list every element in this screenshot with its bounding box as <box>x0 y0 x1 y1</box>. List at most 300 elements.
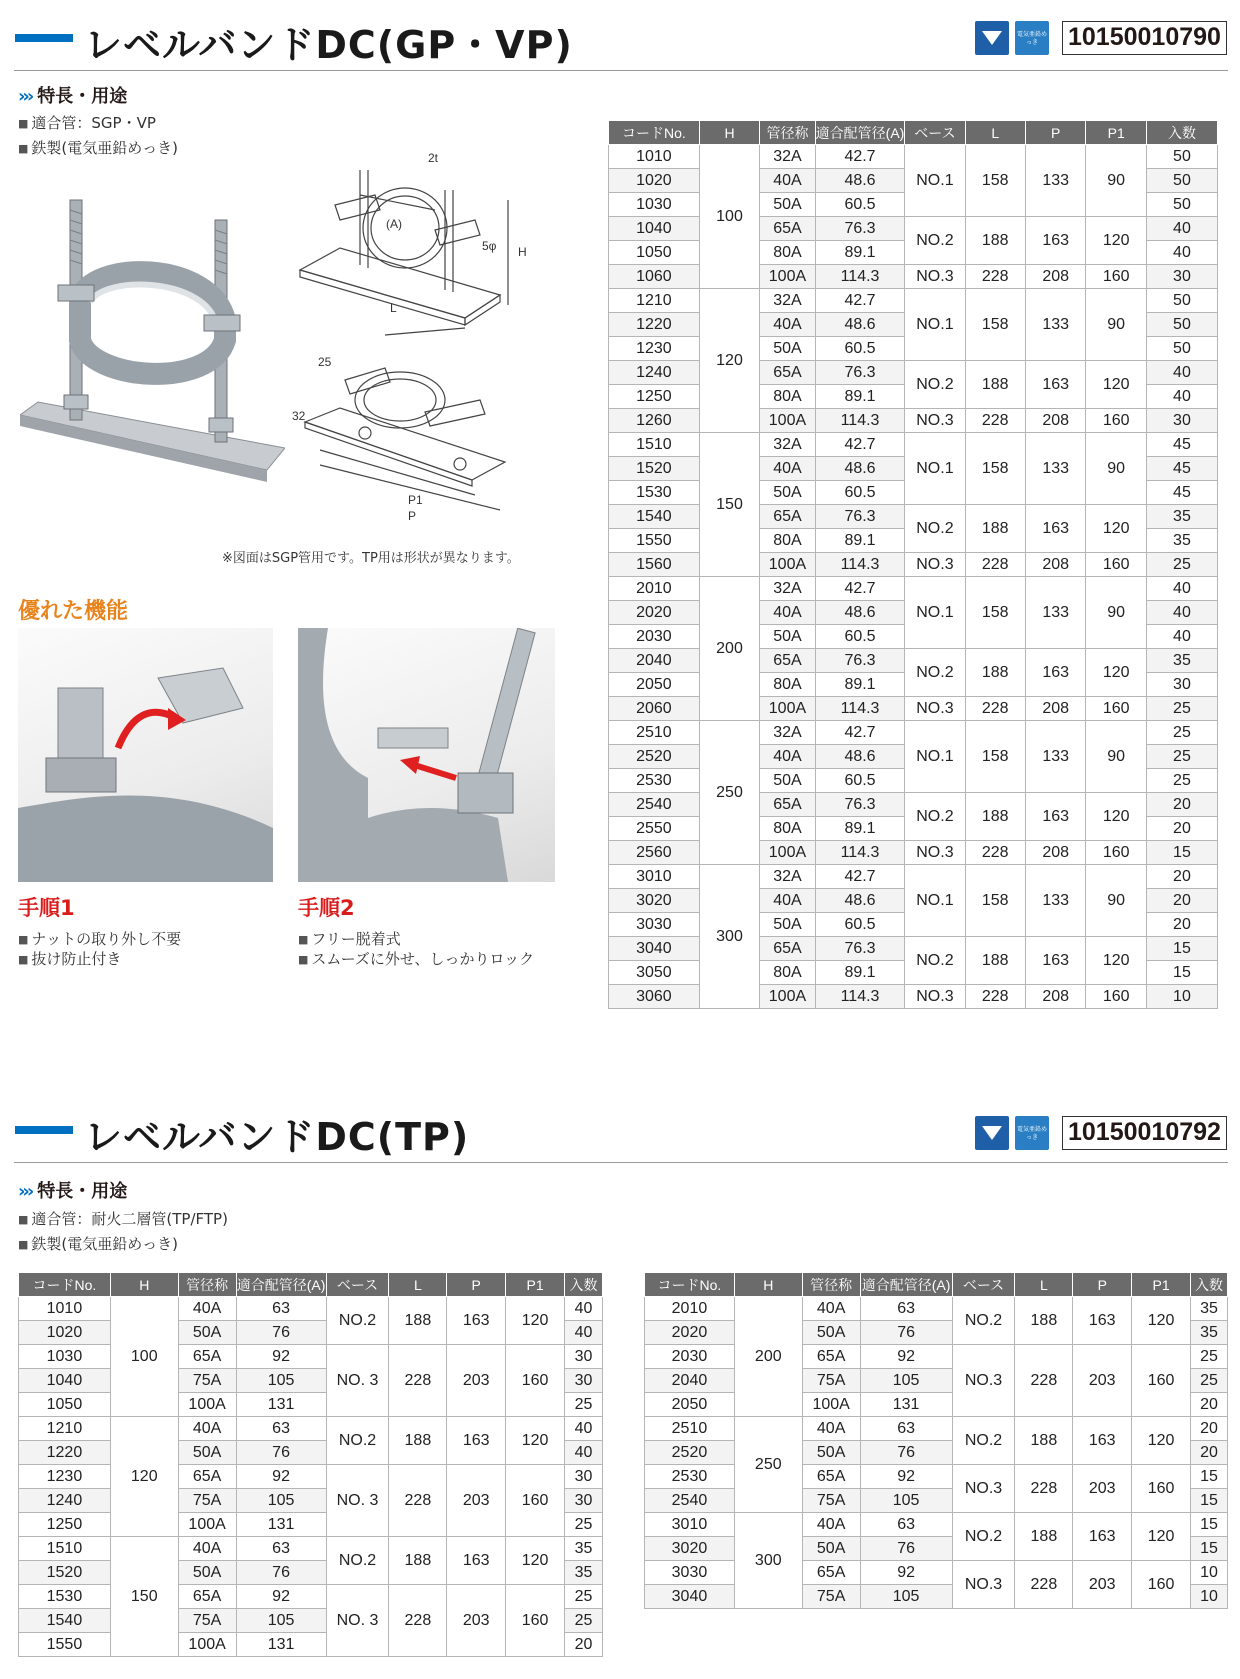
step2-title: 手順2 <box>298 896 355 920</box>
product-photo <box>20 190 285 490</box>
diameter-cell: 114.3 <box>815 265 905 289</box>
size-cell: 50A <box>178 1561 236 1585</box>
qty-cell: 40 <box>1146 217 1217 241</box>
code-cell: 2520 <box>609 745 700 769</box>
feature-item: ■ 適合管：耐火二層管(TP/FTP) <box>18 1208 228 1229</box>
qty-cell: 20 <box>564 1633 602 1657</box>
h-cell: 250 <box>699 721 759 865</box>
code-cell: 1040 <box>609 217 700 241</box>
dimension-drawing <box>290 150 570 520</box>
diameter-cell: 105 <box>236 1369 326 1393</box>
diameter-cell: 63 <box>236 1297 326 1321</box>
code-cell: 3010 <box>609 865 700 889</box>
size-cell: 100A <box>760 841 815 865</box>
diameter-cell: 105 <box>236 1609 326 1633</box>
qty-cell: 20 <box>1146 913 1217 937</box>
qty-cell: 20 <box>1146 865 1217 889</box>
size-cell: 75A <box>178 1489 236 1513</box>
p1-cell: 160 <box>1086 841 1146 865</box>
diameter-cell: 131 <box>236 1633 326 1657</box>
size-cell: 80A <box>760 529 815 553</box>
p1-cell: 160 <box>1132 1465 1191 1513</box>
feature-item: ■ 鉄製(電気亜鉛めっき) <box>18 1233 178 1254</box>
section-marker <box>15 34 73 42</box>
qty-cell: 25 <box>1146 721 1217 745</box>
table-row <box>609 433 1218 457</box>
code-cell: 3020 <box>645 1537 735 1561</box>
label-32: 32 <box>292 409 306 423</box>
size-cell: 32A <box>760 865 815 889</box>
p-cell: 203 <box>447 1585 506 1657</box>
code-cell: 1010 <box>19 1297 111 1321</box>
base-cell: NO.3 <box>905 553 965 577</box>
p1-cell: 90 <box>1086 577 1146 649</box>
table-row <box>19 1297 603 1321</box>
diameter-cell: 48.6 <box>815 889 905 913</box>
label-2t: 2t <box>428 151 439 165</box>
code-cell: 2010 <box>645 1297 735 1321</box>
size-cell: 32A <box>760 433 815 457</box>
label-h: H <box>518 245 527 259</box>
code-cell: 3020 <box>609 889 700 913</box>
p-cell: 208 <box>1025 409 1085 433</box>
qty-cell: 50 <box>1146 313 1217 337</box>
l-cell: 188 <box>1015 1417 1073 1465</box>
diameter-cell: 92 <box>236 1465 326 1489</box>
table-row <box>645 1297 1228 1321</box>
base-cell: NO.1 <box>905 433 965 505</box>
table-row <box>645 1561 1228 1585</box>
p-cell: 163 <box>1025 793 1085 841</box>
column-header: 適合配管径(A) <box>815 121 905 145</box>
qty-cell: 20 <box>1146 793 1217 817</box>
base-cell: NO.2 <box>326 1537 389 1585</box>
p-cell: 163 <box>447 1537 506 1585</box>
column-header: P1 <box>506 1273 565 1297</box>
code-cell: 1220 <box>609 313 700 337</box>
qty-cell: 30 <box>1146 409 1217 433</box>
p-cell: 133 <box>1025 577 1085 649</box>
divider <box>14 70 1228 71</box>
section-title: レベルバンドDC(GP・VP) <box>84 23 573 67</box>
column-header: P1 <box>1086 121 1146 145</box>
size-cell: 50A <box>760 337 815 361</box>
l-cell: 158 <box>965 145 1025 217</box>
base-cell: NO.1 <box>905 289 965 361</box>
qty-cell: 35 <box>1191 1297 1228 1321</box>
base-cell: NO.3 <box>905 985 965 1009</box>
l-cell: 188 <box>965 937 1025 985</box>
qty-cell: 40 <box>1146 241 1217 265</box>
diameter-cell: 89.1 <box>815 241 905 265</box>
diameter-cell: 60.5 <box>815 481 905 505</box>
qty-cell: 40 <box>1146 361 1217 385</box>
l-cell: 188 <box>965 649 1025 697</box>
code-cell: 2540 <box>609 793 700 817</box>
label-5phi: 5φ <box>482 239 497 253</box>
size-cell: 40A <box>760 457 815 481</box>
p-cell: 133 <box>1025 433 1085 505</box>
base-cell: NO.1 <box>905 721 965 793</box>
qty-cell: 10 <box>1146 985 1217 1009</box>
h-cell: 100 <box>699 145 759 289</box>
l-cell: 188 <box>965 505 1025 553</box>
table-row <box>19 1465 603 1489</box>
table-row <box>609 865 1218 889</box>
diameter-cell: 76 <box>236 1561 326 1585</box>
diameter-cell: 48.6 <box>815 169 905 193</box>
diameter-cell: 60.5 <box>815 913 905 937</box>
l-cell: 188 <box>965 361 1025 409</box>
p-cell: 133 <box>1025 721 1085 793</box>
p1-cell: 160 <box>1086 409 1146 433</box>
column-header: P1 <box>1132 1273 1191 1297</box>
p-cell: 163 <box>447 1417 506 1465</box>
size-cell: 65A <box>760 937 815 961</box>
down-arrow-icon[interactable] <box>975 21 1009 55</box>
code-cell: 1060 <box>609 265 700 289</box>
code-cell: 1040 <box>19 1369 111 1393</box>
diameter-cell: 92 <box>860 1345 952 1369</box>
diameter-cell: 105 <box>860 1369 952 1393</box>
code-cell: 1240 <box>609 361 700 385</box>
diameter-cell: 76 <box>236 1321 326 1345</box>
code-cell: 1510 <box>609 433 700 457</box>
diameter-cell: 114.3 <box>815 985 905 1009</box>
size-cell: 32A <box>760 577 815 601</box>
p-cell: 208 <box>1025 265 1085 289</box>
code-cell: 1030 <box>609 193 700 217</box>
code-cell: 1210 <box>19 1417 111 1441</box>
diameter-cell: 92 <box>236 1345 326 1369</box>
base-cell: NO.2 <box>952 1417 1015 1465</box>
size-cell: 50A <box>178 1321 236 1345</box>
p-cell: 163 <box>1073 1513 1132 1561</box>
diameter-cell: 76 <box>860 1441 952 1465</box>
feature-item: ■ 適合管：SGP・VP <box>18 112 156 133</box>
column-header: 入数 <box>1191 1273 1228 1297</box>
step2-item: ■ フリー脱着式 <box>298 928 401 949</box>
qty-cell: 40 <box>1146 601 1217 625</box>
diameter-cell: 131 <box>236 1513 326 1537</box>
code-cell: 1250 <box>19 1513 111 1537</box>
qty-cell: 35 <box>1146 505 1217 529</box>
size-cell: 40A <box>760 889 815 913</box>
h-cell: 120 <box>699 289 759 433</box>
table-row <box>19 1417 603 1441</box>
label-25: 25 <box>318 355 332 369</box>
size-cell: 50A <box>760 481 815 505</box>
h-cell: 100 <box>110 1297 178 1417</box>
diameter-cell: 131 <box>860 1393 952 1417</box>
size-cell: 50A <box>802 1537 860 1561</box>
column-header: L <box>389 1273 447 1297</box>
table-row <box>645 1345 1228 1369</box>
size-cell: 80A <box>760 385 815 409</box>
features-heading: ››› 特長・用途 <box>18 86 128 107</box>
column-header: P <box>1073 1273 1132 1297</box>
qty-cell: 25 <box>1146 769 1217 793</box>
column-header: H <box>699 121 759 145</box>
base-cell: NO.3 <box>952 1465 1015 1513</box>
qty-cell: 25 <box>1146 745 1217 769</box>
p-cell: 163 <box>1073 1417 1132 1465</box>
code-cell: 2020 <box>609 601 700 625</box>
diameter-cell: 63 <box>860 1513 952 1537</box>
diameter-cell: 76 <box>860 1321 952 1345</box>
spec-table-gpvp <box>608 120 1218 1009</box>
size-cell: 65A <box>178 1345 236 1369</box>
code-cell: 2520 <box>645 1441 735 1465</box>
code-cell: 3050 <box>609 961 700 985</box>
column-header: L <box>1015 1273 1073 1297</box>
l-cell: 158 <box>965 577 1025 649</box>
down-arrow-icon[interactable] <box>975 1116 1009 1150</box>
diameter-cell: 63 <box>860 1297 952 1321</box>
diameter-cell: 131 <box>236 1393 326 1417</box>
code-cell: 1020 <box>609 169 700 193</box>
qty-cell: 45 <box>1146 433 1217 457</box>
plating-icon: 電気亜鉛めっき <box>1015 21 1049 55</box>
table-row <box>609 577 1218 601</box>
p1-cell: 120 <box>506 1537 565 1585</box>
label-p: P <box>408 509 417 520</box>
base-cell: NO.2 <box>905 937 965 985</box>
l-cell: 188 <box>965 793 1025 841</box>
label-p1: P1 <box>408 493 423 507</box>
code-cell: 1230 <box>19 1465 111 1489</box>
column-header: 適合配管径(A) <box>236 1273 326 1297</box>
size-cell: 75A <box>802 1585 860 1609</box>
code-cell: 1220 <box>19 1441 111 1465</box>
column-header: ベース <box>952 1273 1015 1297</box>
p1-cell: 160 <box>506 1345 565 1417</box>
size-cell: 65A <box>802 1561 860 1585</box>
diameter-cell: 60.5 <box>815 193 905 217</box>
code-cell: 1210 <box>609 289 700 313</box>
base-cell: NO. 3 <box>326 1585 389 1657</box>
diameter-cell: 92 <box>860 1561 952 1585</box>
code-cell: 2510 <box>645 1417 735 1441</box>
size-cell: 100A <box>760 985 815 1009</box>
size-cell: 100A <box>760 265 815 289</box>
size-cell: 32A <box>760 721 815 745</box>
code-cell: 3030 <box>645 1561 735 1585</box>
diameter-cell: 76.3 <box>815 217 905 241</box>
base-cell: NO.3 <box>905 265 965 289</box>
code-cell: 2030 <box>609 625 700 649</box>
table-row <box>19 1345 603 1369</box>
l-cell: 188 <box>389 1297 447 1345</box>
size-cell: 40A <box>760 169 815 193</box>
qty-cell: 50 <box>1146 145 1217 169</box>
base-cell: NO.2 <box>905 505 965 553</box>
column-header: H <box>734 1273 802 1297</box>
column-header: 管径称 <box>760 121 815 145</box>
p1-cell: 90 <box>1086 145 1146 217</box>
column-header: コードNo. <box>645 1273 735 1297</box>
p1-cell: 120 <box>1086 217 1146 265</box>
size-cell: 100A <box>178 1513 236 1537</box>
p-cell: 208 <box>1025 841 1085 865</box>
code-cell: 1530 <box>19 1585 111 1609</box>
qty-cell: 25 <box>1191 1345 1228 1369</box>
qty-cell: 25 <box>564 1609 602 1633</box>
step1-photo <box>18 628 273 882</box>
qty-cell: 50 <box>1146 289 1217 313</box>
code-cell: 1050 <box>19 1393 111 1417</box>
qty-cell: 30 <box>1146 673 1217 697</box>
qty-cell: 40 <box>1146 385 1217 409</box>
size-cell: 40A <box>802 1513 860 1537</box>
code-cell: 1520 <box>609 457 700 481</box>
p-cell: 163 <box>1025 649 1085 697</box>
table-row <box>645 1417 1228 1441</box>
base-cell: NO.2 <box>326 1417 389 1465</box>
size-cell: 65A <box>802 1345 860 1369</box>
feature-item: ■ 鉄製(電気亜鉛めっき) <box>18 137 178 158</box>
p1-cell: 90 <box>1086 433 1146 505</box>
section-marker <box>15 1126 73 1134</box>
diameter-cell: 105 <box>236 1489 326 1513</box>
l-cell: 228 <box>389 1465 447 1537</box>
qty-cell: 30 <box>564 1489 602 1513</box>
qty-cell: 25 <box>1146 697 1217 721</box>
code-cell: 1230 <box>609 337 700 361</box>
diameter-cell: 76.3 <box>815 937 905 961</box>
qty-cell: 40 <box>564 1297 602 1321</box>
p1-cell: 120 <box>1086 649 1146 697</box>
table-row <box>609 145 1218 169</box>
chevron-icon: ››› <box>18 86 32 107</box>
diameter-cell: 48.6 <box>815 745 905 769</box>
l-cell: 228 <box>965 841 1025 865</box>
h-cell: 300 <box>699 865 759 1009</box>
diameter-cell: 114.3 <box>815 841 905 865</box>
diameter-cell: 114.3 <box>815 697 905 721</box>
diameter-cell: 76.3 <box>815 793 905 817</box>
size-cell: 32A <box>760 145 815 169</box>
diameter-cell: 60.5 <box>815 769 905 793</box>
p1-cell: 160 <box>1086 265 1146 289</box>
diameter-cell: 76 <box>860 1537 952 1561</box>
qty-cell: 20 <box>1191 1417 1228 1441</box>
diameter-cell: 63 <box>236 1417 326 1441</box>
code-cell: 2560 <box>609 841 700 865</box>
size-cell: 50A <box>178 1441 236 1465</box>
size-cell: 80A <box>760 961 815 985</box>
column-header: ベース <box>905 121 965 145</box>
label-a: (A) <box>386 217 402 231</box>
base-cell: NO.2 <box>905 649 965 697</box>
p-cell: 133 <box>1025 145 1085 217</box>
diameter-cell: 48.6 <box>815 457 905 481</box>
base-cell: NO.2 <box>905 793 965 841</box>
code-cell: 1560 <box>609 553 700 577</box>
l-cell: 188 <box>1015 1297 1073 1345</box>
qty-cell: 35 <box>1146 649 1217 673</box>
base-cell: NO.1 <box>905 577 965 649</box>
l-cell: 228 <box>1015 1465 1073 1513</box>
size-cell: 100A <box>760 697 815 721</box>
size-cell: 50A <box>760 625 815 649</box>
table-row <box>645 1513 1228 1537</box>
size-cell: 100A <box>760 409 815 433</box>
p1-cell: 120 <box>1132 1513 1191 1561</box>
qty-cell: 15 <box>1191 1465 1228 1489</box>
code-cell: 1260 <box>609 409 700 433</box>
plating-icon: 電気亜鉛めっき <box>1015 1116 1049 1150</box>
p-cell: 208 <box>1025 985 1085 1009</box>
code-cell: 3040 <box>609 937 700 961</box>
base-cell: NO.3 <box>905 841 965 865</box>
p1-cell: 90 <box>1086 289 1146 361</box>
size-cell: 32A <box>760 289 815 313</box>
code-cell: 3010 <box>645 1513 735 1537</box>
p-cell: 163 <box>1025 937 1085 985</box>
diameter-cell: 76 <box>236 1441 326 1465</box>
chevron-icon: ››› <box>18 1181 32 1202</box>
code-cell: 1250 <box>609 385 700 409</box>
size-cell: 65A <box>178 1465 236 1489</box>
p-cell: 163 <box>1025 505 1085 553</box>
step1-item: ■ ナットの取り外し不要 <box>18 928 181 949</box>
p-cell: 208 <box>1025 553 1085 577</box>
code-cell: 1240 <box>19 1489 111 1513</box>
l-cell: 228 <box>389 1585 447 1657</box>
size-cell: 65A <box>178 1585 236 1609</box>
column-header: 管径称 <box>802 1273 860 1297</box>
l-cell: 188 <box>1015 1513 1073 1561</box>
l-cell: 228 <box>965 553 1025 577</box>
code-cell: 1050 <box>609 241 700 265</box>
size-cell: 75A <box>802 1369 860 1393</box>
code-cell: 2060 <box>609 697 700 721</box>
base-cell: NO.2 <box>326 1297 389 1345</box>
h-cell: 150 <box>699 433 759 577</box>
qty-cell: 20 <box>1191 1393 1228 1417</box>
qty-cell: 15 <box>1146 841 1217 865</box>
p1-cell: 120 <box>1132 1417 1191 1465</box>
size-cell: 40A <box>760 601 815 625</box>
code-cell: 1550 <box>609 529 700 553</box>
step1-title: 手順1 <box>18 896 75 920</box>
l-cell: 158 <box>965 433 1025 505</box>
qty-cell: 40 <box>564 1321 602 1345</box>
size-cell: 50A <box>760 193 815 217</box>
p1-cell: 160 <box>1086 553 1146 577</box>
base-cell: NO.2 <box>905 217 965 265</box>
l-cell: 228 <box>965 409 1025 433</box>
l-cell: 158 <box>965 289 1025 361</box>
size-cell: 50A <box>760 913 815 937</box>
p1-cell: 90 <box>1086 865 1146 937</box>
column-header: P <box>1025 121 1085 145</box>
p-cell: 203 <box>447 1345 506 1417</box>
drawing-note: ※図面はSGP管用です。TP用は形状が異なります。 <box>222 551 520 566</box>
table-row <box>19 1537 603 1561</box>
code-cell: 2550 <box>609 817 700 841</box>
p-cell: 133 <box>1025 865 1085 937</box>
size-cell: 40A <box>178 1417 236 1441</box>
size-cell: 50A <box>802 1321 860 1345</box>
h-cell: 200 <box>699 577 759 721</box>
size-cell: 65A <box>760 649 815 673</box>
size-cell: 40A <box>178 1297 236 1321</box>
qty-cell: 50 <box>1146 337 1217 361</box>
qty-cell: 15 <box>1146 937 1217 961</box>
code-cell: 2030 <box>645 1345 735 1369</box>
